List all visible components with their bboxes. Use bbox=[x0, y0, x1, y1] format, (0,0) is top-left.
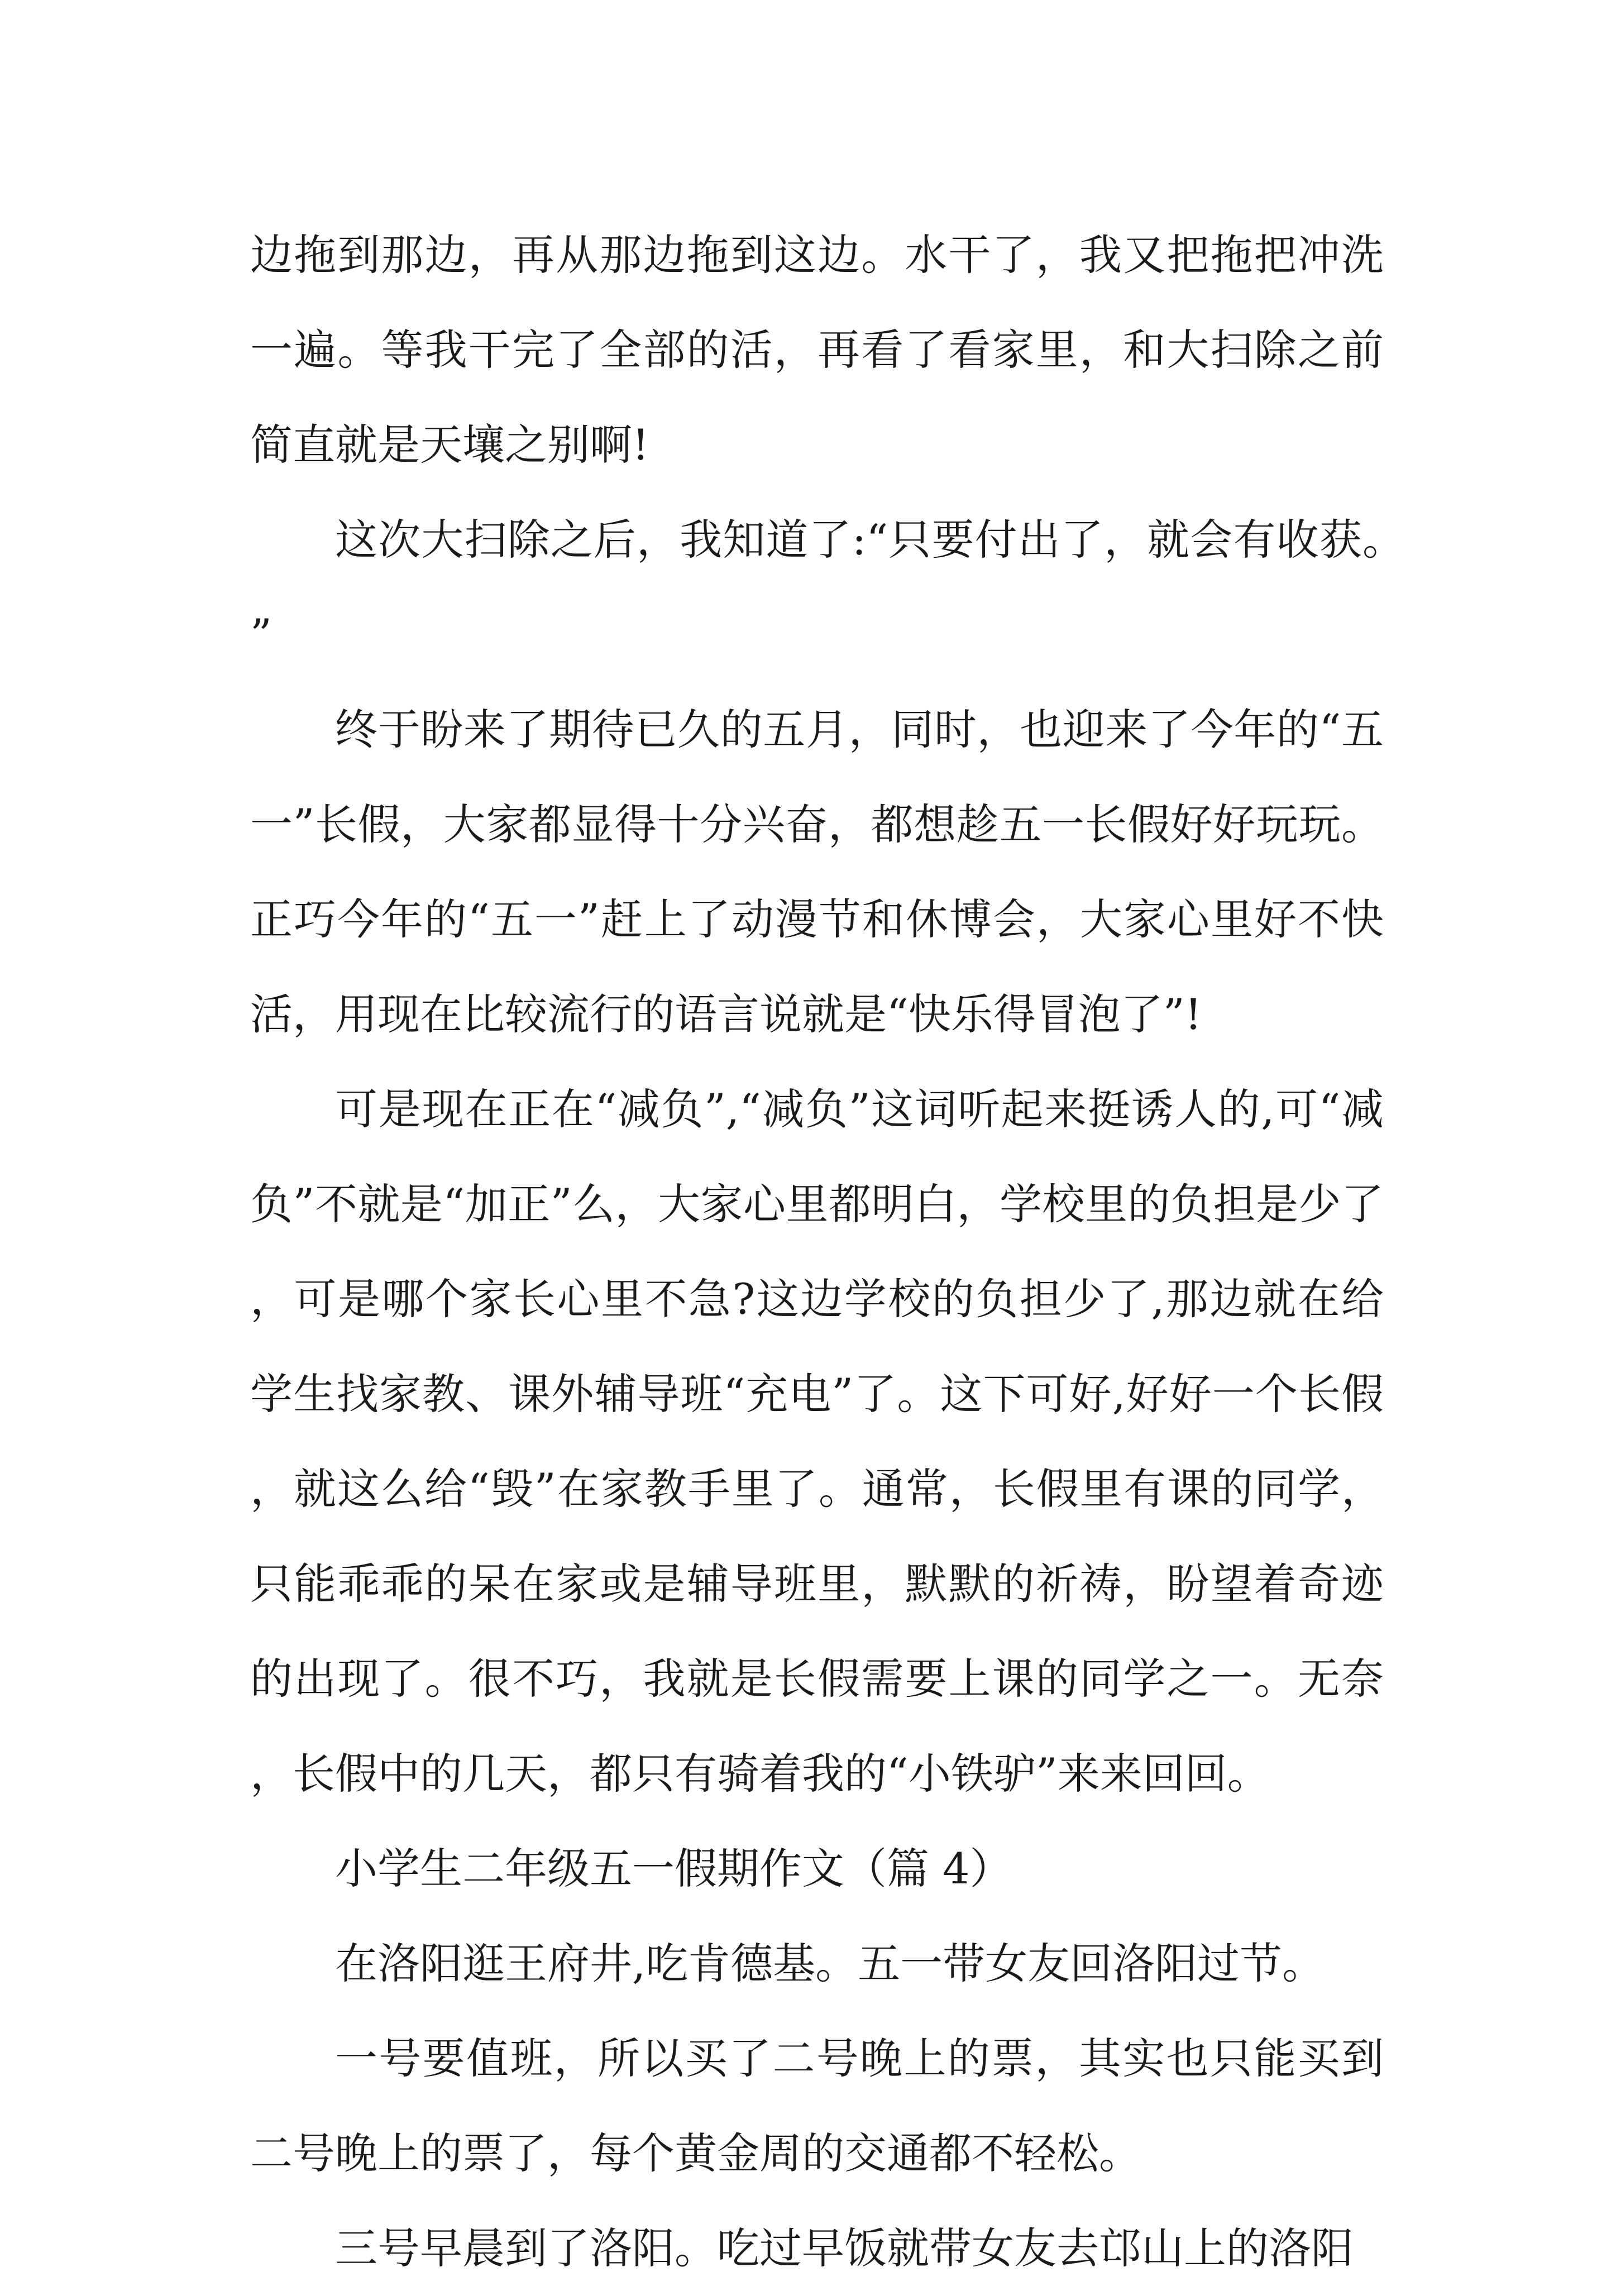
paragraph-ticket: 一号要值班，所以买了二号晚上的票，其实也只能买到二号晚上的票了，每个黄金周的交通都不轻松。 bbox=[250, 2034, 1384, 2178]
paragraph-may-holiday: 终于盼来了期待已久的五月，同时，也迎来了今年的“五一”长假，大家都显得十分兴奋，都想趁五一长假好好玩玩。正巧今年的“五一”赶上了动漫节和休博会，大家心里好不快活，用现在比较流行的语言说就是“快乐得冒泡了”! bbox=[250, 705, 1384, 1039]
document-page bbox=[250, 208, 1384, 2296]
paragraph-arrival: 三号早晨到了洛阳。吃过早饭就带女友去邙山上的洛阳 bbox=[335, 2223, 1354, 2273]
essay-heading-4: 小学生二年级五一假期作文（篇 4） bbox=[335, 1844, 1012, 1893]
paragraph-continuation: 边拖到那边，再从那边拖到这边。水干了，我又把拖把冲洗一遍。等我干完了全部的活，再看了看家里，和大扫除之前简直就是天壤之别啊! bbox=[250, 230, 1384, 470]
paragraph-luoyang-intro: 在洛阳逛王府井,吃肯德基。五一带女友回洛阳过节。 bbox=[335, 1939, 1325, 1988]
paragraph-cleaning-lesson: 这次大扫除之后，我知道了:“只要付出了，就会有收获。” bbox=[250, 515, 1384, 659]
paragraph-burden-reduction: 可是现在正在“减负”,“减负”这词听起来挺诱人的,可“减负”不就是“加正”么，大家心里都明白，学校里的负担是少了，可是哪个家长心里不急?这边学校的负担少了,那边就在给学生找家教、课外辅导班“充电”了。这下可好,好好一个长假，就这么给“毁”在家教手里了。通常，长假里有课的同学，只能乖乖的呆在家或是辅导班里，默默的祈祷，盼望着奇迹的出现了。很不巧，我就是长假需要上课的同学之一。无奈，长假中的几天，都只有骑着我的“小铁驴”来来回回。 bbox=[250, 1084, 1384, 1798]
